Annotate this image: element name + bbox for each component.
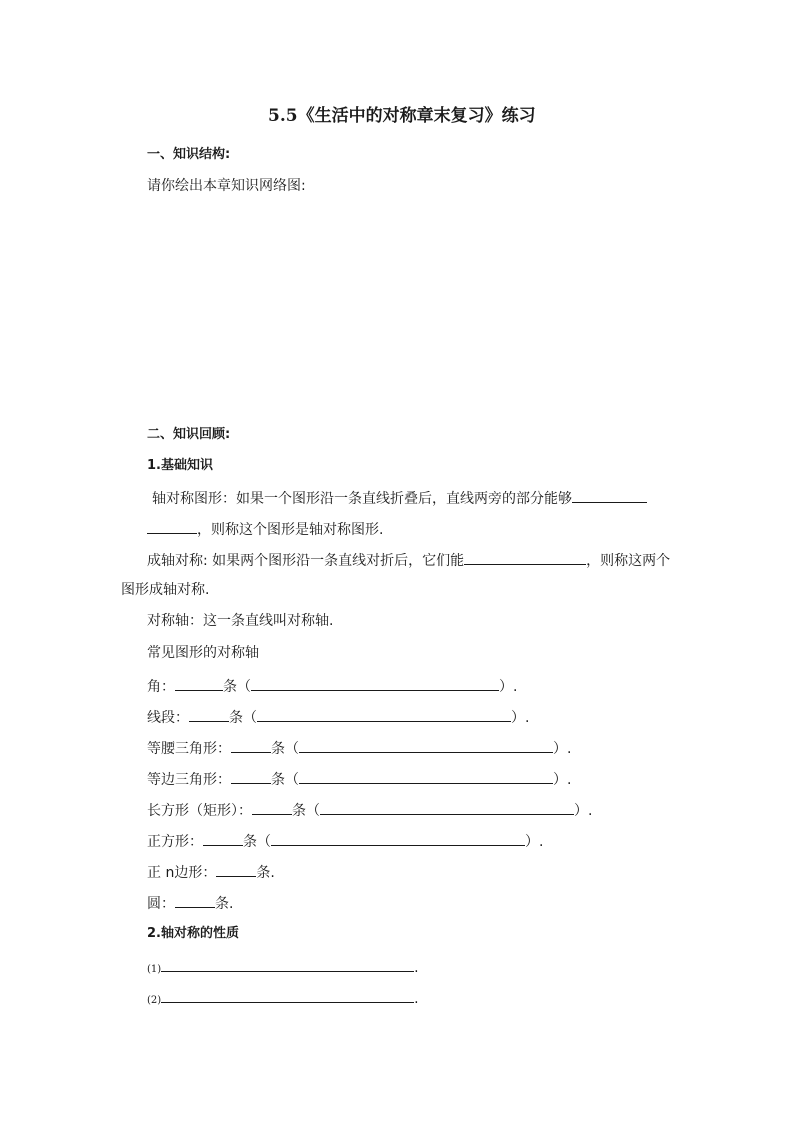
axis-figure-definition <box>152 487 647 509</box>
symmetry-axis-definition: 对称轴：这一条直线叫对称轴. <box>147 613 334 629</box>
shape-label: 正方形： <box>147 834 203 850</box>
property-end: . <box>414 991 419 1007</box>
shape-item-isosceles <box>147 737 571 759</box>
description-blank[interactable] <box>251 675 499 691</box>
shape-label: 正 n边形： <box>147 865 217 881</box>
property-number: (1) <box>147 964 162 975</box>
shape-item-rectangle <box>147 799 592 821</box>
shape-end: 条. <box>256 865 275 881</box>
axis-symmetry-definition-cont: 图形成轴对称. <box>121 582 210 598</box>
shape-unit: 条（ <box>243 834 271 850</box>
property-end: . <box>414 960 419 976</box>
shape-unit: 条（ <box>271 741 299 757</box>
shape-end: ）. <box>574 803 593 819</box>
shape-unit: 条（ <box>229 710 257 726</box>
property-item-1 <box>147 956 419 980</box>
shape-label: 等边三角形： <box>147 772 231 788</box>
shape-item-polygon <box>147 861 275 883</box>
answer-blank[interactable] <box>464 549 586 565</box>
description-blank[interactable] <box>299 737 553 753</box>
property-number: (2) <box>147 995 162 1006</box>
description-blank[interactable] <box>299 768 553 784</box>
count-blank[interactable] <box>189 706 229 722</box>
shape-item-circle <box>147 892 233 914</box>
description-blank[interactable] <box>257 706 511 722</box>
shape-end: ）. <box>511 710 530 726</box>
count-blank[interactable] <box>203 830 243 846</box>
shape-end: ）. <box>553 741 572 757</box>
description-blank[interactable] <box>271 830 525 846</box>
count-blank[interactable] <box>216 861 256 877</box>
answer-blank[interactable] <box>572 487 647 503</box>
document-title: 5.5《生活中的对称章末复习》练习 <box>268 106 536 126</box>
axis-figure-definition-cont <box>147 518 383 540</box>
count-blank[interactable] <box>252 799 292 815</box>
property-blank[interactable] <box>161 956 414 972</box>
count-blank[interactable] <box>175 892 215 908</box>
axis-symmetry-definition <box>147 549 670 571</box>
shape-unit: 条（ <box>292 803 320 819</box>
count-blank[interactable] <box>231 737 271 753</box>
shape-unit: 条（ <box>271 772 299 788</box>
shape-end: ）. <box>553 772 572 788</box>
common-shapes-heading: 常见图形的对称轴 <box>147 645 259 661</box>
property-blank[interactable] <box>161 987 414 1003</box>
shape-label: 长方形（矩形）： <box>147 803 252 819</box>
shape-end: ）. <box>525 834 544 850</box>
shape-label: 线段： <box>147 710 189 726</box>
shape-item-angle <box>147 675 517 697</box>
section1-prompt: 请你绘出本章知识网络图: <box>147 178 306 194</box>
shape-item-equilateral <box>147 768 571 790</box>
shape-label: 角： <box>147 679 175 695</box>
shape-item-segment <box>147 706 529 728</box>
count-blank[interactable] <box>231 768 271 784</box>
shape-end: ）. <box>499 679 518 695</box>
axis-figure-text-end: ，则称这个图形是轴对称图形. <box>197 522 384 538</box>
description-blank[interactable] <box>320 799 574 815</box>
section2-heading: 二、知识回顾: <box>147 427 231 442</box>
section1-heading: 一、知识结构: <box>147 147 231 162</box>
axis-figure-text: 轴对称图形：如果一个图形沿一条直线折叠后，直线两旁的部分能够 <box>152 491 572 507</box>
shape-item-square <box>147 830 543 852</box>
axis-symmetry-text: 成轴对称: 如果两个图形沿一条直线对折后，它们能 <box>147 553 465 569</box>
subsection-properties: 2.轴对称的性质 <box>147 926 239 941</box>
property-item-2 <box>147 987 419 1011</box>
shape-unit: 条（ <box>223 679 251 695</box>
answer-blank[interactable] <box>147 518 197 534</box>
shape-label: 等腰三角形： <box>147 741 231 757</box>
subsection-basic-knowledge: 1.基础知识 <box>147 458 213 473</box>
shape-end: 条. <box>215 896 234 912</box>
axis-symmetry-text-mid: ，则称这两个 <box>586 553 671 569</box>
count-blank[interactable] <box>175 675 223 691</box>
shape-label: 圆： <box>147 896 175 912</box>
